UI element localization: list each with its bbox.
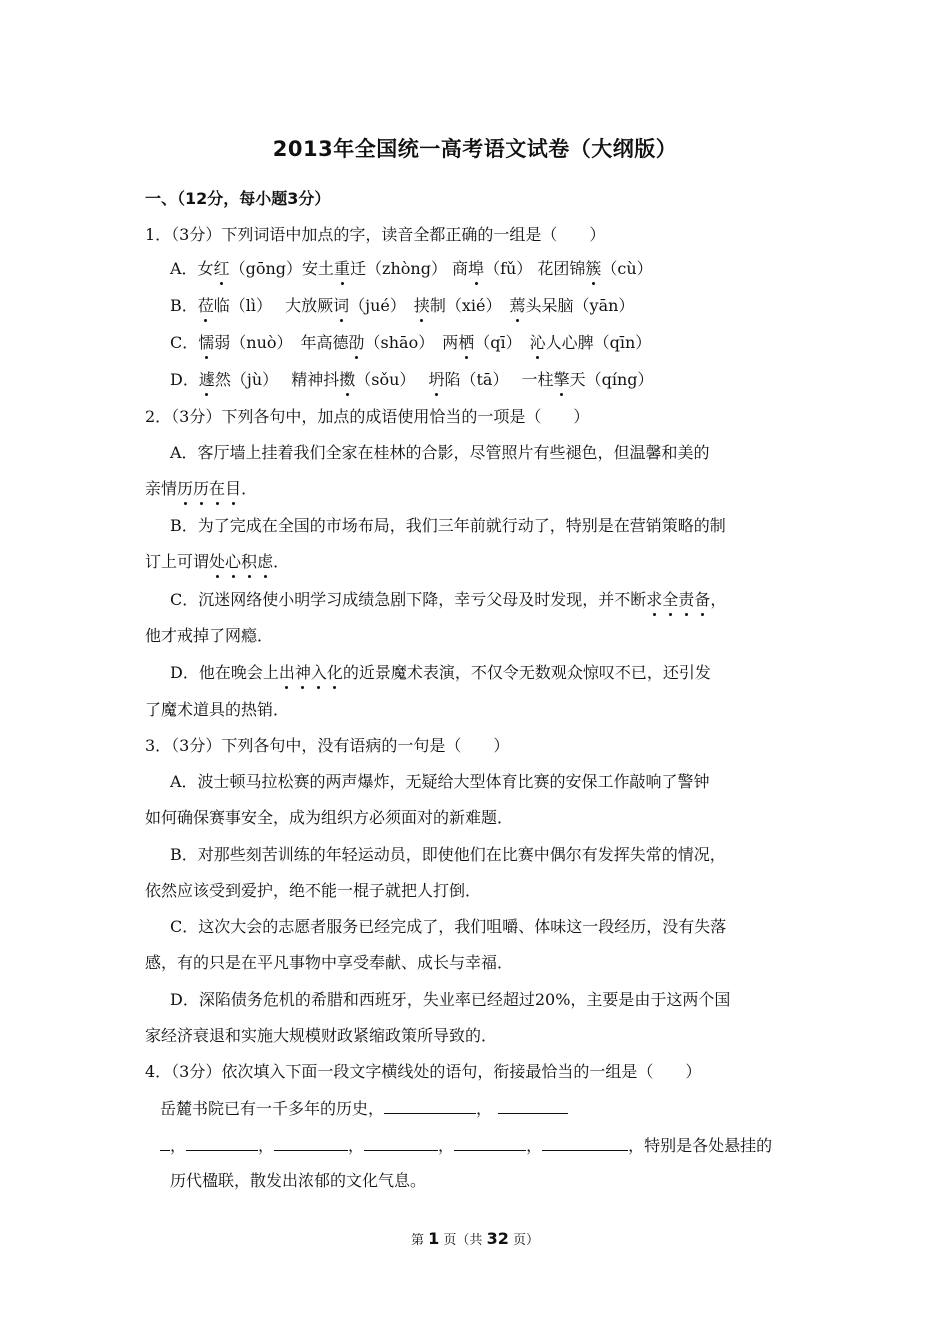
q3-option-b-line1: B．对那些刻苦训练的年轻运动员，即使他们在比赛中偶尔有发挥失常的情况， xyxy=(170,845,726,864)
dotted-char: 求 xyxy=(646,590,663,609)
q3-option-d-line1: D．深陷债务危机的希腊和西班牙，失业率已经超过20%，主要是由于这两个国 xyxy=(170,990,731,1009)
q2-option-c-line1: C．沉迷网络使小明学习成绩急剧下降，幸亏父母及时发现，并不断求全责备， xyxy=(170,590,727,609)
q2-option-b-line1: B．为了完成在全国的市场布局，我们三年前就行动了，特别是在营销策略的制 xyxy=(170,516,726,535)
dotted-char: 化 xyxy=(326,663,343,682)
question-2-stem: 2．（3分）下列各句中，加点的成语使用恰当的一项是（ ） xyxy=(145,407,590,426)
q2-option-d-line2: 了魔术道具的热销． xyxy=(145,700,290,719)
dotted-char: 备 xyxy=(694,590,711,609)
dotted-char: 劭 xyxy=(348,333,365,352)
dotted-char: 沁 xyxy=(529,333,546,352)
current-page-number: 1 xyxy=(428,1229,440,1248)
q4-passage-line1: 岳麓书院已有一千多年的历史， ， xyxy=(160,1097,568,1120)
answer-blank-continued[interactable] xyxy=(160,1134,170,1151)
q3-option-d-line2: 家经济衰退和实施大规模财政紧缩政策所导致的． xyxy=(145,1026,498,1045)
answer-blank[interactable] xyxy=(384,1097,476,1114)
dotted-char: 遽 xyxy=(198,370,215,389)
dotted-char: 处 xyxy=(209,552,226,571)
dotted-char: 擞 xyxy=(339,370,356,389)
answer-blank[interactable] xyxy=(454,1134,526,1151)
q3-option-c-line2: 感，有的只是在平凡事物中享受奉献、成长与幸福． xyxy=(145,953,514,972)
dotted-char: 词 xyxy=(333,296,350,315)
exam-title: 2013年全国统一高考语文试卷（大纲版） xyxy=(272,137,678,161)
dotted-char: 入 xyxy=(310,663,327,682)
dotted-char: 出 xyxy=(278,663,295,682)
q4-passage-line2: ， ， ， ， ， ，特别是各处悬挂的 xyxy=(160,1134,772,1157)
question-1-stem: 1．（3分）下列词语中加点的字，读音全都正确的一组是（ ） xyxy=(145,225,606,244)
dotted-char: 全 xyxy=(662,590,679,609)
dotted-char: 坍 xyxy=(428,370,445,389)
q1-option-c: C．懦弱（nuò） 年高德劭（shāo） 两栖（qī） 沁人心脾（qīn） xyxy=(170,333,652,352)
dotted-idiom xyxy=(209,552,273,571)
question-3-stem: 3．（3分）下列各句中，没有语病的一句是（ ） xyxy=(145,736,510,755)
q4-passage-line3: 历代楹联，散发出浓郁的文化气息。 xyxy=(170,1171,427,1190)
page-footer: 第 1 页（共 32 页） xyxy=(411,1229,539,1248)
dotted-char: 目 xyxy=(225,479,242,498)
q3-option-b-line2: 依然应该受到爱护，绝不能一棍子就把人打倒． xyxy=(145,881,482,900)
dotted-char: 懦 xyxy=(198,333,215,352)
answer-blank[interactable] xyxy=(364,1134,438,1151)
q1-option-d: D．遽然（jù） 精神抖擞（sǒu） 坍陷（tā） 一柱擎天（qíng） xyxy=(170,370,654,389)
total-pages: 32 xyxy=(486,1229,509,1248)
answer-blank[interactable] xyxy=(186,1134,258,1151)
dotted-char: 历 xyxy=(177,479,194,498)
q2-option-c-line2: 他才戒掉了网瘾． xyxy=(145,626,274,645)
answer-blank[interactable] xyxy=(542,1134,628,1151)
answer-blank[interactable] xyxy=(274,1134,348,1151)
dotted-idiom xyxy=(279,663,343,682)
dotted-char: 重 xyxy=(334,259,351,278)
q2-option-a-line1: A．客厅墙上挂着我们全家在桂林的合影，尽管照片有些褪色，但温馨和美的 xyxy=(170,443,710,462)
dotted-char: 历 xyxy=(193,479,210,498)
q2-option-a-line2: 亲情历历在目． xyxy=(145,479,258,498)
q3-option-c-line1: C．这次大会的志愿者服务已经完成了，我们咀嚼、体味这一段经历，没有失落 xyxy=(170,917,727,936)
dotted-char: 责 xyxy=(678,590,695,609)
dotted-char: 蔫 xyxy=(509,296,526,315)
dotted-char: 埠 xyxy=(468,259,485,278)
dotted-char: 在 xyxy=(209,479,226,498)
q1-option-b: B．莅临（lì） 大放厥词（jué） 挟制（xié） 蔫头呆脑（yān） xyxy=(170,296,635,315)
q3-option-a-line2: 如何确保赛事安全，成为组织方必须面对的新难题． xyxy=(145,808,514,827)
dotted-char: 积 xyxy=(241,552,258,571)
answer-blank[interactable] xyxy=(498,1097,568,1114)
question-4-stem: 4．（3分）依次填入下面一段文字横线处的语句，衔接最恰当的一组是（ ） xyxy=(145,1062,702,1081)
dotted-char: 神 xyxy=(294,663,311,682)
dotted-char: 栖 xyxy=(458,333,475,352)
section-heading: 一、（12分，每小题3分） xyxy=(145,189,331,208)
dotted-idiom xyxy=(646,590,710,609)
q1-option-a: A．女红（gōng）安土重迁（zhòng） 商埠（fǔ） 花团锦簇（cù） xyxy=(170,259,653,278)
dotted-char: 挟 xyxy=(413,296,430,315)
dotted-idiom xyxy=(177,479,241,498)
dotted-char: 莅 xyxy=(197,296,214,315)
dotted-char: 虑 xyxy=(257,552,274,571)
dotted-char: 红 xyxy=(213,259,230,278)
dotted-char: 心 xyxy=(225,552,242,571)
dotted-char: 擎 xyxy=(553,370,570,389)
q3-option-a-line1: A．波士顿马拉松赛的两声爆炸，无疑给大型体育比赛的安保工作敲响了警钟 xyxy=(170,772,710,791)
q2-option-b-line2: 订上可谓处心积虑． xyxy=(145,552,290,571)
dotted-char: 簇 xyxy=(585,259,602,278)
q2-option-d-line1: D．他在晚会上出神入化的近景魔术表演，不仅令无数观众惊叹不已，还引发 xyxy=(170,663,711,682)
